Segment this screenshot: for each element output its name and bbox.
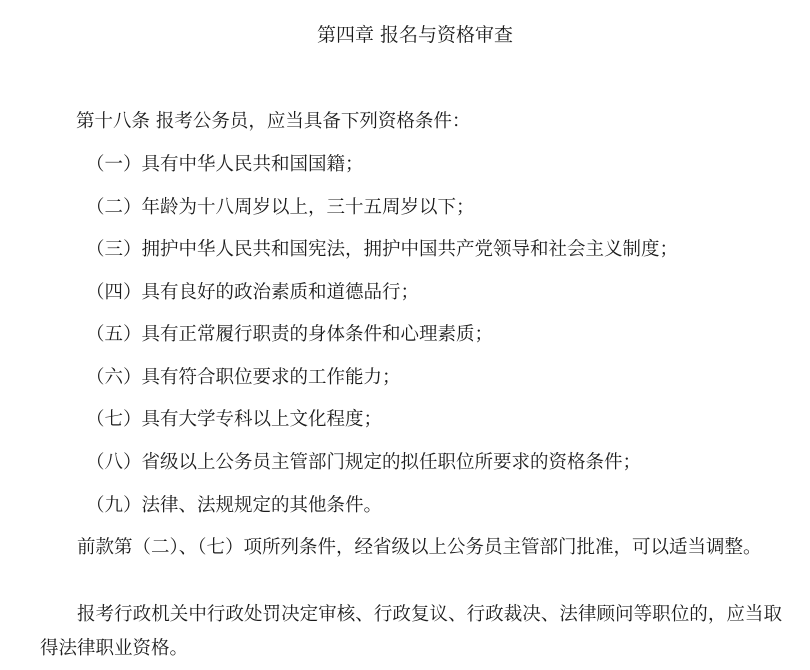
condition-item-3: （三）拥护中华人民共和国宪法，拥护中国共产党领导和社会主义制度；: [86, 239, 679, 260]
condition-item-8: （八）省级以上公务员主管部门规定的拟任职位所要求的资格条件；: [86, 452, 642, 473]
condition-item-9: （九）法律、法规规定的其他条件。: [86, 495, 383, 516]
paragraph-adjustment-note: 前款第（二）、（七）项所列条件，经省级以上公务员主管部门批准，可以适当调整。: [77, 537, 762, 558]
condition-item-7: （七）具有大学专科以上文化程度；: [86, 409, 383, 430]
condition-item-1: （一）具有中华人民共和国国籍；: [86, 154, 364, 175]
condition-item-4: （四）具有良好的政治素质和道德品行；: [86, 282, 420, 303]
paragraph-legal-qualification: 报考行政机关中行政处罚决定审核、行政复议、行政裁决、法律顾问等职位的，应当取得法律职业资格。: [40, 604, 782, 659]
condition-item-6: （六）具有符合职位要求的工作能力；: [86, 367, 401, 388]
chapter-title: 第四章 报名与资格审查: [316, 24, 514, 46]
condition-item-2: （二）年龄为十八周岁以上，三十五周岁以下；: [86, 197, 475, 218]
article-heading: 第十八条 报考公务员，应当具备下列资格条件：: [76, 111, 471, 132]
condition-item-5: （五）具有正常履行职责的身体条件和心理素质；: [86, 324, 494, 345]
